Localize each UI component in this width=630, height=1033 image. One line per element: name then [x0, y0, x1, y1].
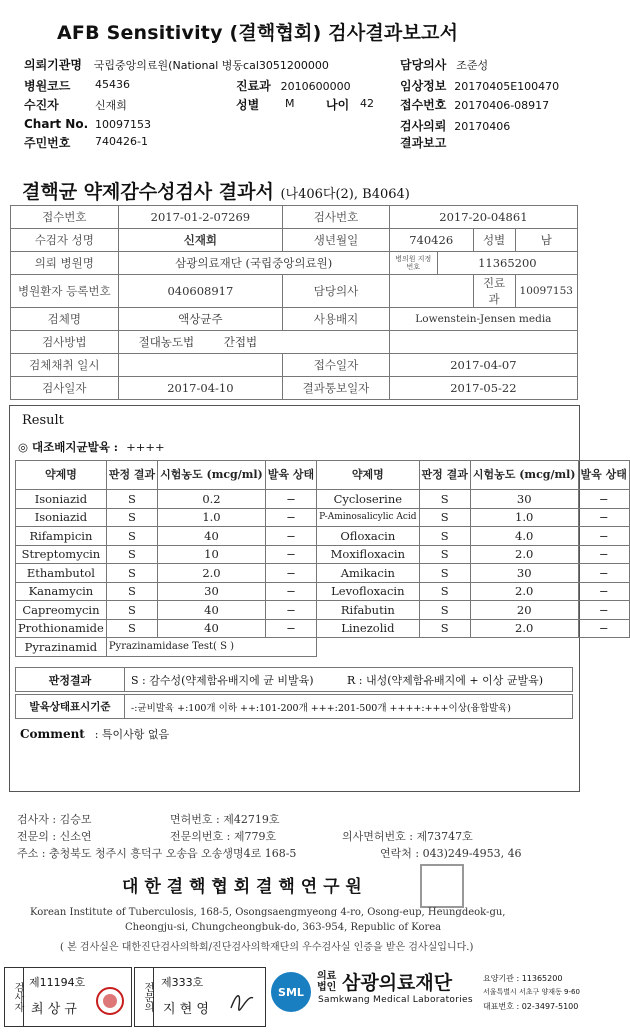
received-value: 2017-04-07 [389, 354, 577, 377]
phone: 연락처 : 043)249-4953, 46 [380, 847, 522, 860]
col-growth-left: 발육 상태 [265, 461, 316, 490]
drug-name: Isoniazid [16, 508, 107, 527]
comment-text: : 특이사항 없음 [94, 728, 170, 741]
drug-table [15, 460, 630, 657]
subject-name-value: 신재희 [118, 229, 283, 252]
drug-growth: − [265, 490, 316, 509]
col-drug-left: 약제명 [16, 461, 107, 490]
patient-name: 신재희 [95, 99, 127, 112]
table-row [16, 545, 630, 564]
col-conc-right: 시험농도 (mcg/ml) [470, 461, 578, 490]
receipt-block [400, 96, 549, 113]
signature-strip [0, 963, 587, 1033]
drug-conc: 10 [158, 545, 266, 564]
drug-growth: − [578, 527, 629, 546]
specialist-license: 전문의번호 : 제779호 [170, 830, 277, 843]
table-row [16, 582, 630, 601]
test-no-label: 검사번호 [283, 206, 390, 229]
request-label: 검사의뢰 [400, 119, 447, 133]
attending-value [389, 275, 473, 308]
drug-table-header [16, 461, 630, 490]
drug-conc: 0.2 [158, 490, 266, 509]
dept-label: 진료과 [236, 79, 271, 93]
drug-result: S [419, 545, 470, 564]
institute-seal [420, 864, 464, 908]
examiner-box-no: 제11194호 [29, 976, 86, 989]
medium-label: 사용배지 [283, 308, 390, 331]
drug-result: S [106, 582, 157, 601]
dept-value: 2010600000 [280, 80, 351, 93]
drug-name: Capreomycin [16, 601, 107, 620]
drug-growth: − [578, 490, 629, 509]
drug-name: Ethambutol [16, 564, 107, 583]
drug-growth: − [265, 564, 316, 583]
col-growth-right: 발육 상태 [578, 461, 629, 490]
method-2: 간접법 [223, 335, 258, 349]
age-value: 42 [360, 97, 374, 110]
hospital-designation-label: 병의원 지정번호 [389, 252, 437, 275]
birth-value: 740426 [389, 229, 473, 252]
drug-name: Ofloxacin [317, 527, 419, 546]
drug-growth: − [578, 619, 629, 638]
method-value [118, 331, 389, 354]
report-heading-code: (나406다(2), B4064) [280, 187, 410, 202]
drug-conc: 30 [470, 490, 578, 509]
drug-growth: − [578, 508, 629, 527]
drug-result: S [419, 564, 470, 583]
examiner-box-name: 최 상 규 [31, 1002, 77, 1017]
patient-label: 수진자 [24, 98, 59, 112]
pyrazinamide-empty [317, 638, 630, 657]
drug-name: Levofloxacin [317, 582, 419, 601]
col-judgement-left: 판정 결과 [106, 461, 157, 490]
drug-conc: 1.0 [158, 508, 266, 527]
company-name: 삼광의료재단 [342, 972, 453, 994]
drug-growth: − [265, 508, 316, 527]
table-row [16, 527, 630, 546]
drug-conc: 20 [470, 601, 578, 620]
drug-result: S [419, 619, 470, 638]
drug-result: S [106, 619, 157, 638]
test-no-value: 2017-20-04861 [389, 206, 577, 229]
judgement-legend-s: S : 감수성(약제함유배지에 균 비발육) [125, 668, 342, 692]
company-name-en: Samkwang Medical Laboratories [318, 995, 473, 1005]
age-label: 나이 [326, 98, 350, 112]
collect-label: 검체채취 일시 [11, 354, 119, 377]
sex-value: M [285, 97, 295, 110]
drug-result: S [106, 508, 157, 527]
reg-no-label: 병원환자 등록번호 [11, 275, 119, 308]
info-dept-value: 10097153 [515, 275, 578, 308]
info-sex-value: 남 [515, 229, 578, 252]
drug-name: Streptomycin [16, 545, 107, 564]
info-sex-label: 성별 [473, 229, 515, 252]
judgement-legend [15, 667, 573, 692]
examiner: 검사자 : 김승모 [17, 813, 92, 826]
drug-name: Amikacin [317, 564, 419, 583]
drug-conc: 2.0 [470, 545, 578, 564]
drug-growth: − [265, 619, 316, 638]
collect-value [118, 354, 283, 377]
drug-conc: 40 [158, 601, 266, 620]
col-drug-right: 약제명 [317, 461, 419, 490]
drug-name: Kanamycin [16, 582, 107, 601]
specimen-label: 검체명 [11, 308, 119, 331]
hospital-code-value: 45436 [95, 78, 130, 91]
drug-result: S [419, 490, 470, 509]
doctor-label: 담당의사 [400, 58, 447, 72]
receipt-no-value: 2017-01-2-07269 [118, 206, 283, 229]
drug-conc: 2.0 [158, 564, 266, 583]
drug-result: S [106, 545, 157, 564]
birth-label: 생년월일 [283, 229, 390, 252]
drug-growth: − [578, 601, 629, 620]
drug-conc: 30 [470, 564, 578, 583]
hospital-name-label: 의뢰 병원명 [11, 252, 119, 275]
header-row-1 [24, 56, 329, 73]
institute-name: 대 한 결 핵 협 회 결 핵 연 구 원 [122, 877, 362, 897]
pyrazinamide-name: Pyrazinamid [16, 638, 107, 657]
comment [20, 726, 169, 742]
receipt-label: 접수번호 [400, 98, 447, 112]
method-1: 절대농도법 [138, 335, 195, 349]
drug-growth: − [265, 582, 316, 601]
hospital-name-value: 삼광의료재단 (국립중앙의료원) [118, 252, 389, 275]
specialist-box-label: 전문의 [135, 968, 154, 1026]
company-info-1: 요양기관 : 11365200 [483, 974, 563, 983]
signature-icon [227, 988, 257, 1014]
method-label: 검사방법 [11, 331, 119, 354]
drug-name: Isoniazid [16, 490, 107, 509]
table-row [16, 564, 630, 583]
drug-conc: 2.0 [470, 582, 578, 601]
patient-label-block [24, 96, 59, 113]
drug-name: P-Aminosalicylic Acid [317, 508, 419, 527]
drug-growth: − [265, 527, 316, 546]
col-judgement-right: 판정 결과 [419, 461, 470, 490]
growth-legend [15, 694, 573, 719]
specialist-box-name: 지 현 영 [163, 1002, 209, 1017]
attending-label: 담당의사 [283, 275, 390, 308]
drug-conc: 4.0 [470, 527, 578, 546]
report-heading [22, 177, 410, 204]
sml-logo-text: SML [278, 986, 304, 999]
accreditation-note: ( 본 검사실은 대한진단검사의학회/진단검사의학재단의 우수검사실 인증을 받은 검사실입니다.) [60, 942, 474, 953]
specialist: 전문의 : 신소연 [17, 830, 92, 843]
rrn-value: 740426-1 [95, 135, 148, 148]
judgement-legend-r: R : 내성(약제함유배지에 + 이상 균발육) [341, 668, 572, 692]
specialist-box-no: 제333호 [161, 976, 204, 989]
drug-name: Prothionamide [16, 619, 107, 638]
control-growth [18, 439, 165, 455]
patient-info-table [10, 205, 578, 400]
result-report-label: 결과보고 [400, 136, 447, 150]
medium-value: Lowenstein-Jensen media [389, 308, 577, 331]
result-title: Result [22, 413, 64, 428]
institute-address-en-1: Korean Institute of Tuberculosis, 168-5, Osongsaengmyeong 4-ro, Osong-eup, Heungdeok-gu, [30, 907, 506, 918]
red-seal-icon [95, 986, 125, 1016]
doctor-block [400, 56, 488, 73]
drug-name: Moxifloxacin [317, 545, 419, 564]
examiner-box-label: 검사자 [5, 968, 24, 1026]
pyrazinamide-value: Pyrazinamidase Test( S ) [106, 638, 316, 657]
report-title: AFB Sensitivity (결핵협회) 검사결과보고서 [57, 22, 459, 44]
drug-growth: − [265, 545, 316, 564]
judgement-legend-label: 판정결과 [16, 668, 125, 692]
growth-legend-label: 발육상태표시기준 [16, 695, 125, 719]
chart-no-label: Chart No. [24, 117, 89, 131]
clinical-info-block [400, 77, 559, 94]
receipt-no-label: 접수번호 [11, 206, 119, 229]
drug-name: Rifabutin [317, 601, 419, 620]
drug-conc: 1.0 [470, 508, 578, 527]
drug-name: Rifampicin [16, 527, 107, 546]
doctor-license: 의사면허번호 : 제73747호 [342, 830, 473, 843]
drug-growth: − [578, 582, 629, 601]
drug-result: S [419, 601, 470, 620]
control-growth-value: ++++ [126, 440, 165, 454]
method-empty [389, 331, 577, 354]
growth-legend-text: -:균비발육 +:100개 이하 ++:101-200개 +++:201-500개 ++++:+++이상(융합발육) [125, 695, 573, 719]
drug-conc: 2.0 [470, 619, 578, 638]
receipt-value: 20170406-08917 [454, 99, 550, 112]
drug-result: S [106, 527, 157, 546]
received-label: 접수일자 [283, 354, 390, 377]
report-date-label: 결과통보일자 [283, 377, 390, 400]
subject-name-label: 수검자 성명 [11, 229, 119, 252]
company-prefix: 의료 법인 [317, 971, 337, 993]
drug-result: S [106, 490, 157, 509]
sml-logo-icon [270, 971, 312, 1013]
drug-name: Cycloserine [317, 490, 419, 509]
drug-result: S [106, 564, 157, 583]
institute-address-en-2: Cheongju-si, Chungcheongbuk-do, 363-954, Republic of Korea [125, 922, 442, 933]
control-growth-label: ◎ 대조배지균발육 : [18, 440, 119, 454]
company-info-3: 대표번호 : 02-3497-5100 [483, 1002, 579, 1011]
doctor-value: 조준성 [456, 59, 489, 72]
company-info-2: 서울특별시 서초구 양재동 9-60 [483, 988, 580, 996]
hospital-designation-value: 11365200 [437, 252, 577, 275]
drug-name: Linezolid [317, 619, 419, 638]
hospital-code-block [24, 77, 70, 94]
comment-label: Comment [20, 727, 85, 741]
table-row [16, 490, 630, 509]
address: 주소 : 충청북도 청주시 흥덕구 오송읍 오송생명4로 168-5 [17, 847, 297, 860]
examiner-license: 면허번호 : 제42719호 [170, 813, 280, 826]
table-row [16, 619, 630, 638]
clinical-info-label: 임상정보 [400, 79, 447, 93]
chart-no-value: 10097153 [95, 118, 151, 131]
rrn-label: 주민번호 [24, 136, 71, 150]
drug-result: S [419, 527, 470, 546]
drug-result: S [106, 601, 157, 620]
table-row [16, 601, 630, 620]
clinical-info-value: 20170405E100470 [454, 80, 560, 93]
request-block [400, 117, 510, 134]
test-date-value: 2017-04-10 [118, 377, 283, 400]
drug-result: S [419, 582, 470, 601]
report-heading-text: 결핵균 약제감수성검사 결과서 [22, 181, 274, 203]
table-row [16, 508, 630, 527]
client-code: 3051200000 [258, 59, 329, 72]
reg-no-value: 040608917 [118, 275, 283, 308]
drug-result: S [419, 508, 470, 527]
sex-label: 성별 [236, 98, 260, 112]
client-label: 의뢰기관명 [24, 58, 82, 72]
report-date-value: 2017-05-22 [389, 377, 577, 400]
info-dept-label: 진료과 [473, 275, 515, 308]
hospital-code-label: 병원코드 [24, 79, 71, 93]
specialist-sign-box [134, 967, 266, 1027]
drug-conc: 40 [158, 527, 266, 546]
table-row-pyrazinamide [16, 638, 630, 657]
drug-growth: − [265, 601, 316, 620]
request-value: 20170406 [454, 120, 511, 133]
drug-conc: 30 [158, 582, 266, 601]
drug-growth: − [578, 564, 629, 583]
drug-growth: − [578, 545, 629, 564]
examiner-sign-box [4, 967, 132, 1027]
drug-conc: 40 [158, 619, 266, 638]
specimen-value: 액상균주 [118, 308, 283, 331]
test-date-label: 검사일자 [11, 377, 119, 400]
client-name: 국립중앙의료원(National 병동cal [93, 59, 259, 72]
dept-block [236, 77, 351, 94]
col-conc-left: 시험농도 (mcg/ml) [158, 461, 266, 490]
